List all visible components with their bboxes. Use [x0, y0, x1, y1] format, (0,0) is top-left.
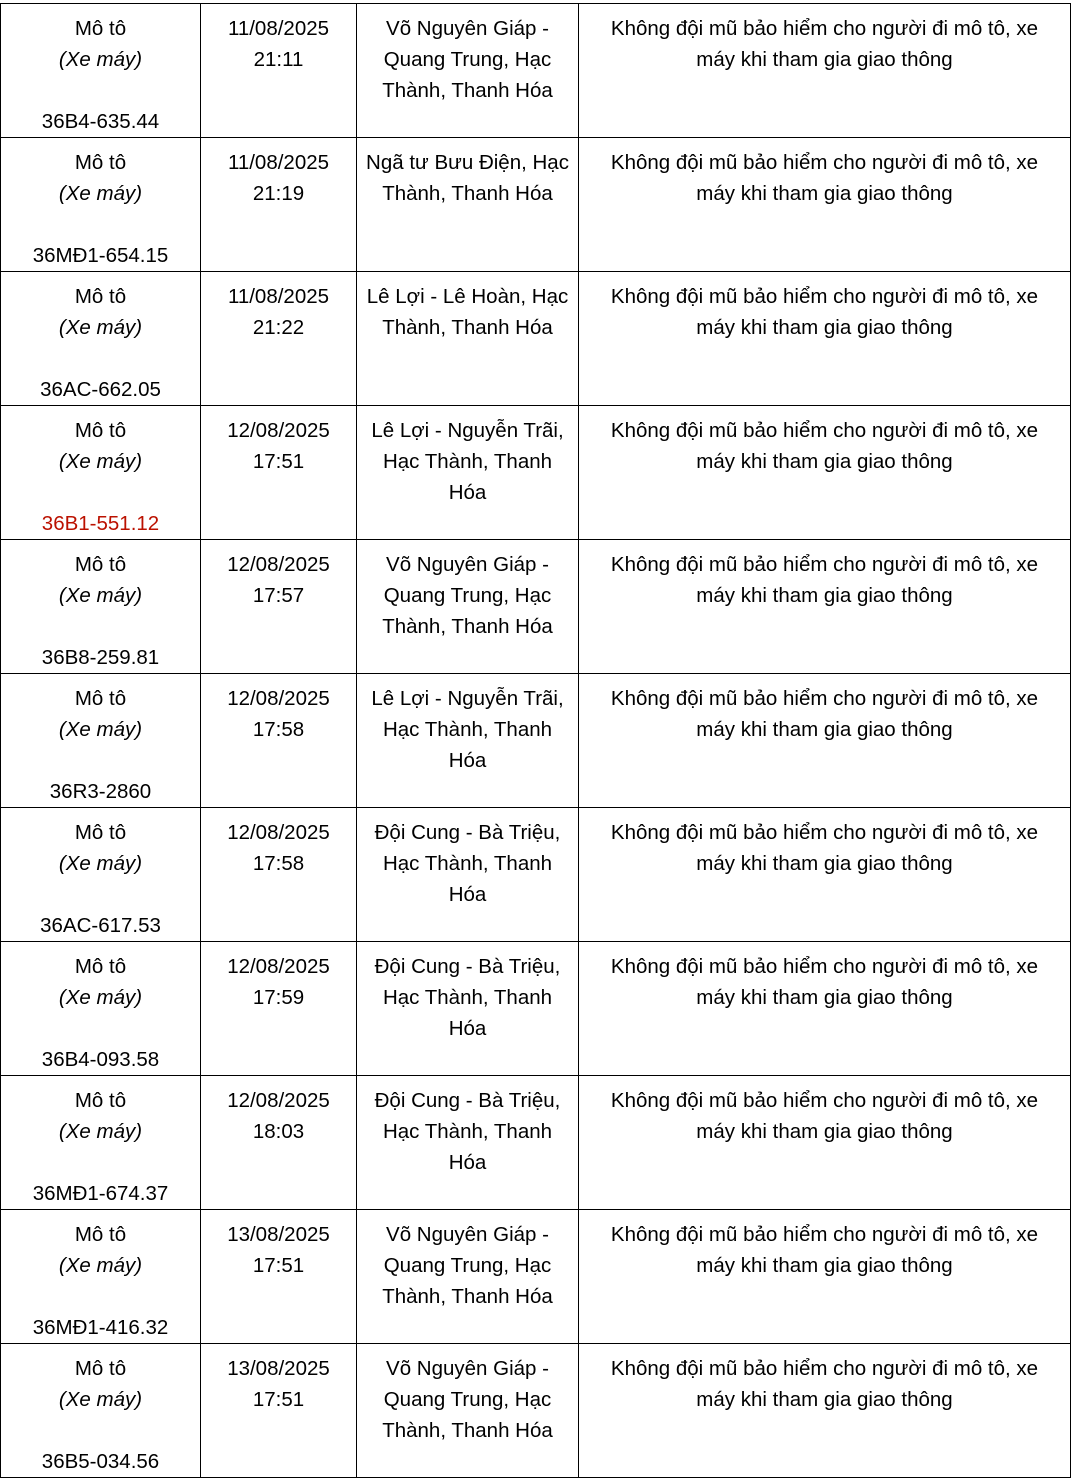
time-cell	[201, 1344, 357, 1478]
vehicle-type-label: Mô tô	[74, 1089, 127, 1112]
license-plate-value: 36B4-093.58	[41, 1048, 160, 1071]
violation-time: 21:19	[252, 182, 305, 205]
violation-time: 17:59	[252, 986, 305, 1009]
license-plate-value: 36R3-2860	[49, 780, 152, 803]
vehicle-cell	[1, 674, 201, 808]
vehicle-cell-content	[1, 406, 200, 539]
license-plate-value: 36B8-259.81	[41, 646, 160, 669]
violation-location: Võ Nguyên Giáp - Quang Trung, Hạc Thành, Thanh Hóa	[382, 553, 553, 638]
time-cell-content	[201, 138, 356, 209]
location-cell	[357, 540, 579, 674]
violation-date: 13/08/2025	[227, 1357, 330, 1380]
violation-cell	[579, 406, 1071, 540]
time-cell	[201, 138, 357, 272]
time-cell-content	[201, 674, 356, 745]
violation-date: 12/08/2025	[227, 821, 330, 844]
table-row	[1, 272, 1071, 406]
time-cell-content	[201, 942, 356, 1013]
violation-time: 17:51	[252, 1388, 305, 1411]
vehicle-type-label: Mô tô	[74, 955, 127, 978]
violation-date: 11/08/2025	[227, 17, 330, 40]
license-plate-value: 36AC-617.53	[40, 914, 161, 937]
vehicle-cell-content	[1, 138, 200, 271]
vehicle-type-label: Mô tô	[74, 553, 127, 576]
violation-cell	[579, 1076, 1071, 1210]
violation-time: 17:51	[252, 450, 305, 473]
violation-description: Không đội mũ bảo hiểm cho người đi mô tô, xe máy khi tham gia giao thông	[610, 1357, 1039, 1411]
violation-cell	[579, 540, 1071, 674]
location-cell	[357, 808, 579, 942]
time-cell-content	[201, 1210, 356, 1281]
location-cell	[357, 138, 579, 272]
violation-cell	[579, 674, 1071, 808]
violation-cell	[579, 942, 1071, 1076]
vehicle-subtype-label: (Xe máy)	[58, 316, 143, 339]
table-row	[1, 942, 1071, 1076]
vehicle-type-label: Mô tô	[74, 687, 127, 710]
table-row	[1, 4, 1071, 138]
violation-location: Đội Cung - Bà Triệu, Hạc Thành, Thanh Hóa	[374, 1089, 561, 1174]
vehicle-cell	[1, 1344, 201, 1478]
license-plate-value: 36MĐ1-416.32	[32, 1316, 169, 1339]
traffic-violation-table	[0, 3, 1071, 1478]
time-cell-content	[201, 4, 356, 75]
violation-cell	[579, 1344, 1071, 1478]
vehicle-cell-content	[1, 942, 200, 1075]
vehicle-cell	[1, 1076, 201, 1210]
vehicle-cell	[1, 942, 201, 1076]
vehicle-cell	[1, 406, 201, 540]
table-row	[1, 1344, 1071, 1478]
violation-cell	[579, 272, 1071, 406]
violation-location: Lê Lợi - Nguyễn Trãi, Hạc Thành, Thanh Hóa	[371, 419, 564, 504]
location-cell	[357, 1344, 579, 1478]
violation-cell	[579, 808, 1071, 942]
violation-time: 17:57	[252, 584, 305, 607]
vehicle-subtype-label: (Xe máy)	[58, 852, 143, 875]
violation-description: Không đội mũ bảo hiểm cho người đi mô tô, xe máy khi tham gia giao thông	[610, 821, 1039, 875]
vehicle-type-label: Mô tô	[74, 419, 127, 442]
license-plate-value: 36B5-034.56	[41, 1450, 160, 1473]
violation-date: 12/08/2025	[227, 553, 330, 576]
location-cell	[357, 1076, 579, 1210]
violation-time: 17:58	[252, 852, 305, 875]
vehicle-cell	[1, 272, 201, 406]
location-cell	[357, 942, 579, 1076]
table-row	[1, 406, 1071, 540]
vehicle-subtype-label: (Xe máy)	[58, 450, 143, 473]
license-plate-value: 36B4-635.44	[41, 110, 160, 133]
time-cell	[201, 272, 357, 406]
violation-location: Đội Cung - Bà Triệu, Hạc Thành, Thanh Hóa	[374, 955, 561, 1040]
vehicle-type-label: Mô tô	[74, 285, 127, 308]
vehicle-cell-content	[1, 272, 200, 405]
time-cell-content	[201, 1076, 356, 1147]
violation-description: Không đội mũ bảo hiểm cho người đi mô tô, xe máy khi tham gia giao thông	[610, 1089, 1039, 1143]
violation-cell	[579, 4, 1071, 138]
vehicle-subtype-label: (Xe máy)	[58, 182, 143, 205]
time-cell-content	[201, 808, 356, 879]
violation-time: 21:11	[253, 48, 304, 71]
vehicle-cell-content	[1, 674, 200, 807]
violation-table-body	[1, 4, 1071, 1478]
violation-description: Không đội mũ bảo hiểm cho người đi mô tô, xe máy khi tham gia giao thông	[610, 955, 1039, 1009]
license-plate-value: 36MĐ1-654.15	[32, 244, 169, 267]
vehicle-type-label: Mô tô	[74, 821, 127, 844]
violation-cell	[579, 1210, 1071, 1344]
time-cell	[201, 406, 357, 540]
vehicle-cell-content	[1, 1344, 200, 1477]
violation-description: Không đội mũ bảo hiểm cho người đi mô tô, xe máy khi tham gia giao thông	[610, 1223, 1039, 1277]
violation-time: 18:03	[252, 1120, 305, 1143]
violation-date: 12/08/2025	[227, 687, 330, 710]
vehicle-subtype-label: (Xe máy)	[58, 1388, 143, 1411]
violation-date: 11/08/2025	[227, 285, 330, 308]
vehicle-cell	[1, 1210, 201, 1344]
time-cell	[201, 1076, 357, 1210]
violation-description: Không đội mũ bảo hiểm cho người đi mô tô, xe máy khi tham gia giao thông	[610, 285, 1039, 339]
vehicle-cell	[1, 4, 201, 138]
violation-location: Lê Lợi - Nguyễn Trãi, Hạc Thành, Thanh Hóa	[371, 687, 564, 772]
violation-date: 11/08/2025	[227, 151, 330, 174]
violation-date: 12/08/2025	[227, 419, 330, 442]
vehicle-cell-content	[1, 1076, 200, 1209]
vehicle-cell-content	[1, 540, 200, 673]
time-cell	[201, 4, 357, 138]
location-cell	[357, 272, 579, 406]
violation-time: 17:51	[252, 1254, 305, 1277]
violation-date: 13/08/2025	[227, 1223, 330, 1246]
vehicle-cell-content	[1, 4, 200, 137]
license-plate-value: 36MĐ1-674.37	[32, 1182, 169, 1205]
vehicle-type-label: Mô tô	[74, 151, 127, 174]
license-plate-value: 36AC-662.05	[40, 378, 161, 401]
vehicle-subtype-label: (Xe máy)	[58, 986, 143, 1009]
vehicle-subtype-label: (Xe máy)	[58, 48, 143, 71]
vehicle-subtype-label: (Xe máy)	[58, 1254, 143, 1277]
time-cell	[201, 808, 357, 942]
location-cell	[357, 1210, 579, 1344]
time-cell-content	[201, 540, 356, 611]
violation-description: Không đội mũ bảo hiểm cho người đi mô tô, xe máy khi tham gia giao thông	[610, 687, 1039, 741]
violation-time: 21:22	[252, 316, 305, 339]
violation-location: Võ Nguyên Giáp - Quang Trung, Hạc Thành, Thanh Hóa	[382, 1357, 553, 1442]
table-row	[1, 138, 1071, 272]
vehicle-type-label: Mô tô	[74, 17, 127, 40]
vehicle-cell	[1, 540, 201, 674]
violation-location: Võ Nguyên Giáp - Quang Trung, Hạc Thành, Thanh Hóa	[382, 17, 553, 102]
violation-date: 12/08/2025	[227, 1089, 330, 1112]
violation-location: Võ Nguyên Giáp - Quang Trung, Hạc Thành, Thanh Hóa	[382, 1223, 553, 1308]
violation-description: Không đội mũ bảo hiểm cho người đi mô tô, xe máy khi tham gia giao thông	[610, 17, 1039, 71]
vehicle-cell-content	[1, 1210, 200, 1343]
vehicle-cell	[1, 138, 201, 272]
license-plate-value: 36B1-551.12	[41, 512, 160, 535]
table-row	[1, 1210, 1071, 1344]
vehicle-cell	[1, 808, 201, 942]
table-row	[1, 540, 1071, 674]
time-cell	[201, 674, 357, 808]
vehicle-cell-content	[1, 808, 200, 941]
vehicle-subtype-label: (Xe máy)	[58, 1120, 143, 1143]
violation-cell	[579, 138, 1071, 272]
vehicle-subtype-label: (Xe máy)	[58, 584, 143, 607]
table-row	[1, 674, 1071, 808]
violation-description: Không đội mũ bảo hiểm cho người đi mô tô, xe máy khi tham gia giao thông	[610, 419, 1039, 473]
violation-date: 12/08/2025	[227, 955, 330, 978]
violation-location: Ngã tư Bưu Điện, Hạc Thành, Thanh Hóa	[366, 151, 569, 205]
time-cell-content	[201, 272, 356, 343]
table-row	[1, 808, 1071, 942]
vehicle-type-label: Mô tô	[74, 1223, 127, 1246]
time-cell	[201, 1210, 357, 1344]
location-cell	[357, 4, 579, 138]
table-row	[1, 1076, 1071, 1210]
violation-description: Không đội mũ bảo hiểm cho người đi mô tô, xe máy khi tham gia giao thông	[610, 151, 1039, 205]
location-cell	[357, 674, 579, 808]
vehicle-subtype-label: (Xe máy)	[58, 718, 143, 741]
time-cell	[201, 942, 357, 1076]
violation-time: 17:58	[252, 718, 305, 741]
vehicle-type-label: Mô tô	[74, 1357, 127, 1380]
time-cell-content	[201, 1344, 356, 1415]
violation-location: Lê Lợi - Lê Hoàn, Hạc Thành, Thanh Hóa	[366, 285, 569, 339]
time-cell	[201, 540, 357, 674]
location-cell	[357, 406, 579, 540]
violation-description: Không đội mũ bảo hiểm cho người đi mô tô, xe máy khi tham gia giao thông	[610, 553, 1039, 607]
time-cell-content	[201, 406, 356, 477]
violation-location: Đội Cung - Bà Triệu, Hạc Thành, Thanh Hóa	[374, 821, 561, 906]
